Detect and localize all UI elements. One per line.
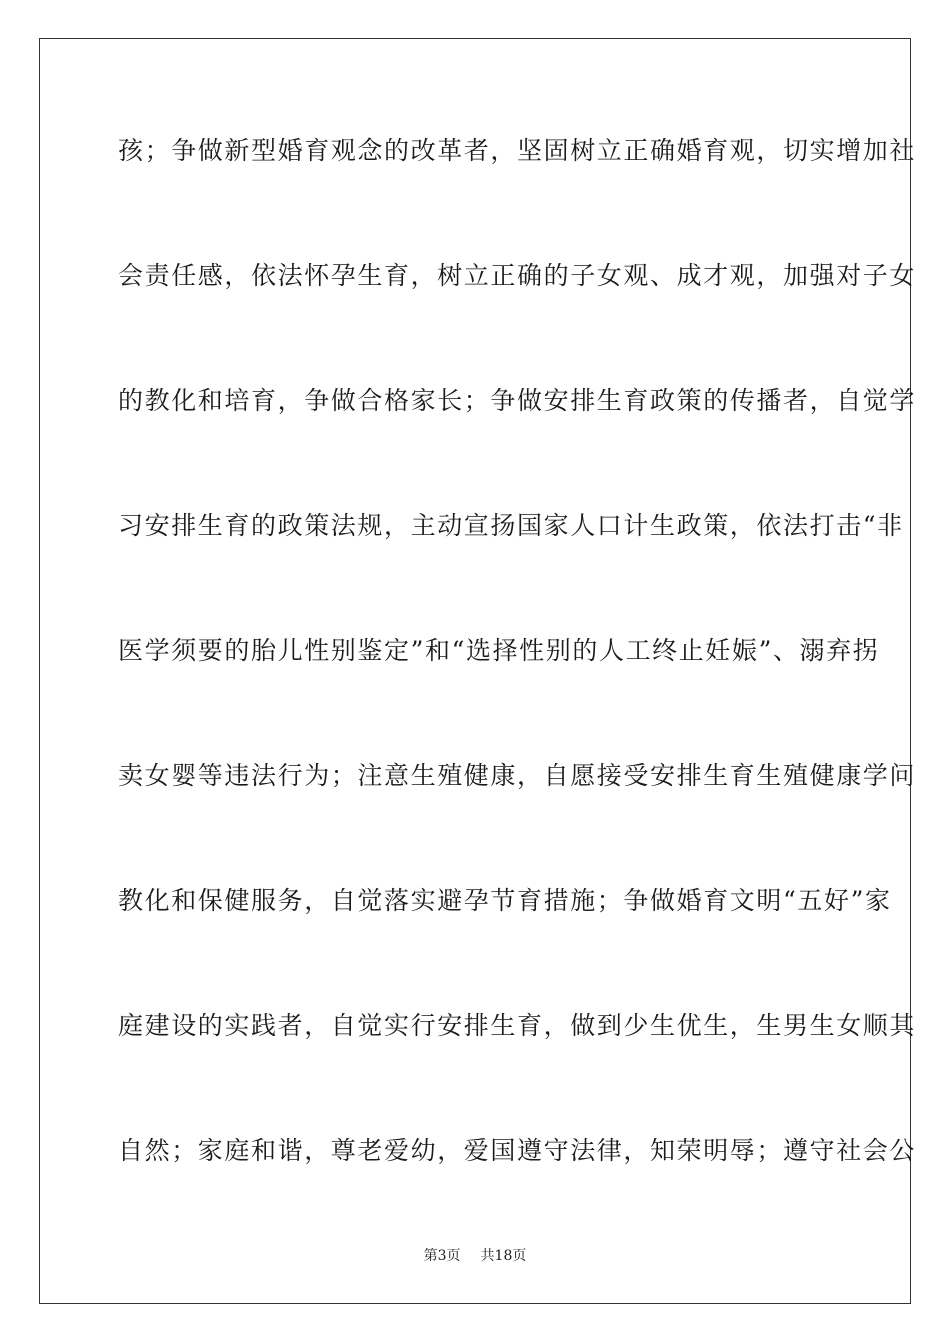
page-number-total: 共18页 (480, 1248, 527, 1264)
body-text-line: 卖女婴等违法行为；注意生殖健康，自愿接受安排生育生殖健康学问 (118, 761, 917, 790)
body-text-line: 教化和保健服务，自觉落实避孕节育措施；争做婚育文明“五好”家 (118, 886, 892, 915)
page-number-current: 第3页 (423, 1248, 461, 1264)
body-text-line: 自然；家庭和谐，尊老爱幼，爱国遵守法律，知荣明辱；遵守社会公 (118, 1136, 917, 1165)
body-text-line: 庭建设的实践者，自觉实行安排生育，做到少生优生，生男生女顺其 (118, 1011, 917, 1040)
body-text-line: 孩；争做新型婚育观念的改革者，坚固树立正确婚育观，切实增加社 (118, 136, 917, 165)
body-text-line: 医学须要的胎儿性别鉴定”和“选择性别的人工终止妊娠”、溺弃拐 (118, 636, 880, 665)
page-border (39, 38, 917, 1304)
page-footer (0, 1247, 950, 1265)
body-text-line: 习安排生育的政策法规，主动宣扬国家人口计生政策，依法打击“非 (118, 511, 904, 540)
body-text-line: 的教化和培育，争做合格家长；争做安排生育政策的传播者，自觉学 (118, 386, 917, 415)
body-text-line: 会责任感，依法怀孕生育，树立正确的子女观、成才观，加强对子女 (118, 261, 917, 290)
